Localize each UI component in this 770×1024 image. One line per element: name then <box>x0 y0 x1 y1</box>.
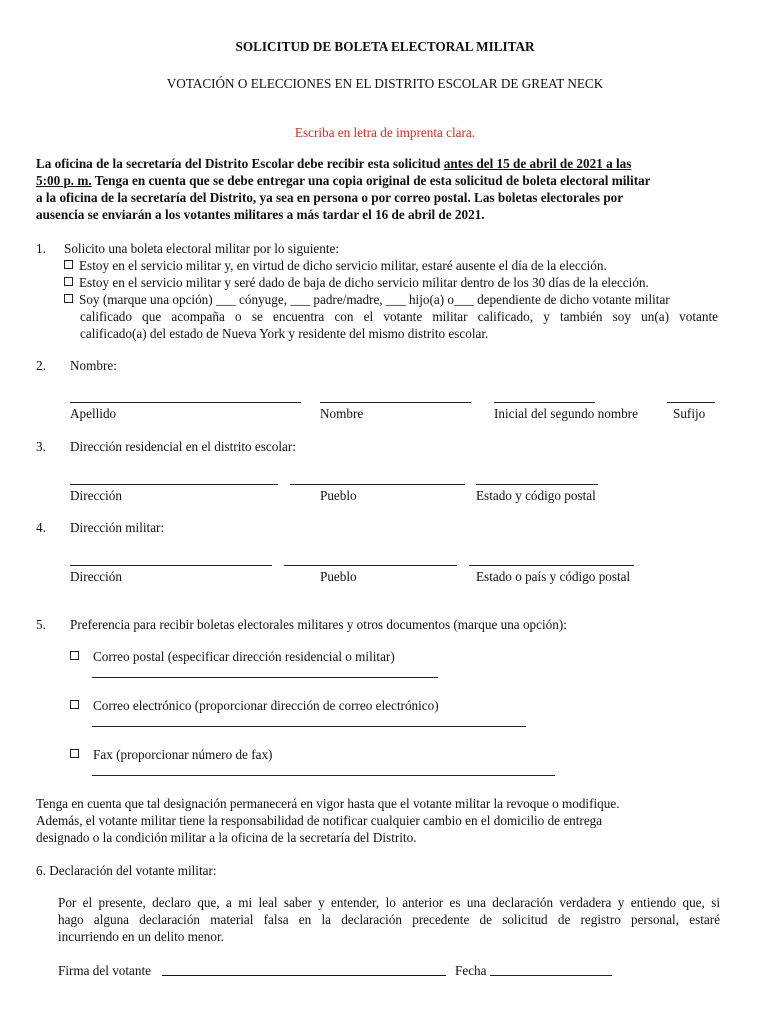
fax-option[interactable] <box>70 746 272 763</box>
middle-initial-field[interactable] <box>494 402 595 403</box>
section-4-heading: Dirección militar: <box>70 520 165 535</box>
checkbox[interactable] <box>64 260 73 269</box>
section-2-number: 2. <box>36 358 46 373</box>
middle-initial-label: Inicial del segundo nombre <box>494 406 638 421</box>
checkbox[interactable] <box>70 700 79 709</box>
section-1-number: 1. <box>36 241 46 256</box>
intro-deadline-time: 5:00 p. m. <box>36 173 92 188</box>
military-town-label: Pueblo <box>320 569 357 584</box>
military-address-field[interactable] <box>70 565 272 566</box>
section-4-number: 4. <box>36 520 46 535</box>
military-country-zip-label: Estado o país y código postal <box>476 569 631 584</box>
intro-text: Tenga en cuenta que se debe entregar una copia original de esta solicitud de boleta electoral militar <box>91 173 651 188</box>
section-1-option-3[interactable] <box>64 291 670 308</box>
suffix-label: Sufijo <box>673 406 706 421</box>
military-town-field[interactable] <box>284 565 457 566</box>
last-name-field[interactable] <box>70 402 301 403</box>
checkbox[interactable] <box>64 277 73 286</box>
declaration-text: incurriendo en un delito menor. <box>58 929 224 944</box>
email-option[interactable] <box>70 697 439 714</box>
declaration-text: hago alguna declaración material falsa en la declaración precedente de solicitud de registro personal, estaré <box>58 912 720 927</box>
section-5-heading: Preferencia para recibir boletas electorales militares y otros documentos (marque una opción): <box>70 617 567 632</box>
signature-label: Firma del votante <box>58 963 152 978</box>
military-country-zip-field[interactable] <box>469 565 634 566</box>
signature-field[interactable] <box>162 975 446 976</box>
mail-address-field[interactable] <box>92 677 438 678</box>
option-label: Correo postal (especificar dirección residencial o militar) <box>93 649 395 664</box>
note-text: designado o la condición militar a la oficina de la secretaría del Distrito. <box>36 830 417 845</box>
residence-state-zip-label: Estado y código postal <box>476 488 596 503</box>
date-field[interactable] <box>490 975 612 976</box>
section-5-number: 5. <box>36 617 46 632</box>
checkbox[interactable] <box>64 294 73 303</box>
first-name-field[interactable] <box>320 402 471 403</box>
intro-text: ausencia se enviarán a los votantes militares a más tardar el 16 de abril de 2021. <box>36 207 485 222</box>
option-label: Fax (proporcionar número de fax) <box>93 747 273 762</box>
residence-address-field[interactable] <box>70 484 278 485</box>
residence-town-field[interactable] <box>290 484 465 485</box>
residence-address-label: Dirección <box>70 488 122 503</box>
form-subtitle: VOTACIÓN O ELECCIONES EN EL DISTRITO ESCOLAR DE GREAT NECK <box>166 76 604 91</box>
checkbox[interactable] <box>70 749 79 758</box>
military-address-label: Dirección <box>70 569 122 584</box>
option-label: Soy (marque una opción) ___ cónyuge, ___ padre/madre, ___ hijo(a) o___ dependiente de dicho votante militar <box>79 292 670 307</box>
section-1-option-3-cont: calificado que acompaña o se encuentra con el votante militar calificado, y también soy un(a) votante <box>80 309 718 324</box>
last-name-label: Apellido <box>70 406 117 421</box>
section-6-heading: 6. Declaración del votante militar: <box>36 863 217 878</box>
section-1-option-1[interactable] <box>64 257 607 274</box>
date-label: Fecha <box>455 963 487 978</box>
checkbox[interactable] <box>70 651 79 660</box>
declaration-text: Por el presente, declaro que, a mi leal saber y entender, lo anterior es una declaración verdadera y entiendo que, si <box>58 895 720 910</box>
section-3-heading: Dirección residencial en el distrito escolar: <box>70 439 296 454</box>
fax-number-field[interactable] <box>92 775 555 776</box>
option-label: Estoy en el servicio militar y, en virtud de dicho servicio militar, estaré ausente el día de la elección. <box>79 258 607 273</box>
residence-town-label: Pueblo <box>320 488 357 503</box>
form-title: SOLICITUD DE BOLETA ELECTORAL MILITAR <box>235 39 535 54</box>
section-1-option-2[interactable] <box>64 274 649 291</box>
note-text: Además, el votante militar tiene la responsabilidad de notificar cualquier cambio en el domicilio de entrega <box>36 813 603 828</box>
section-2-heading: Nombre: <box>70 358 117 373</box>
mail-option[interactable] <box>70 648 395 665</box>
intro-deadline: antes del 15 de abril de 2021 a las <box>443 156 632 171</box>
first-name-label: Nombre <box>320 406 364 421</box>
print-instruction: Escriba en letra de imprenta clara. <box>294 125 476 140</box>
suffix-field[interactable] <box>667 402 715 403</box>
section-1-heading: Solicito una boleta electoral militar por lo siguiente: <box>64 241 340 256</box>
option-label: Estoy en el servicio militar y seré dado de baja de dicho servicio militar dentro de los 30 días de la elección. <box>79 275 649 290</box>
option-label: Correo electrónico (proporcionar dirección de correo electrónico) <box>93 698 439 713</box>
intro-text: a la oficina de la secretaría del Distrito, ya sea en persona o por correo postal. Las boletas electorales por <box>36 190 624 205</box>
section-1-option-3-cont: calificado(a) del estado de Nueva York y residente del mismo distrito escolar. <box>80 326 489 341</box>
section-3-number: 3. <box>36 439 46 454</box>
email-address-field[interactable] <box>92 726 526 727</box>
residence-state-zip-field[interactable] <box>476 484 598 485</box>
note-text: Tenga en cuenta que tal designación permanecerá en vigor hasta que el votante militar la revoque o modifique. <box>36 796 620 811</box>
intro-text: La oficina de la secretaría del Distrito Escolar debe recibir esta solicitud <box>36 156 444 171</box>
